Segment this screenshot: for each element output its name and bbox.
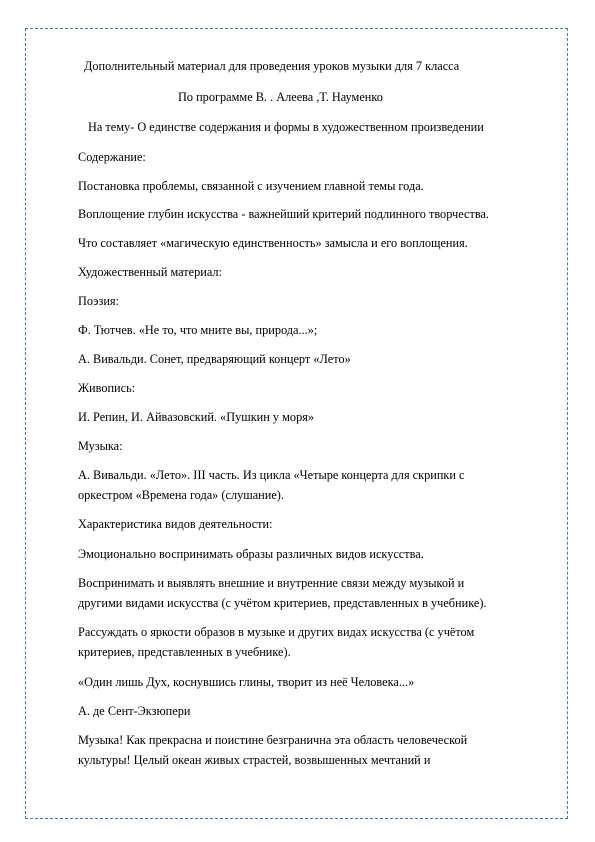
material-heading: Художественный материал:	[78, 265, 222, 279]
painting-item: И. Репин, И. Айвазовский. «Пушкин у моря»	[78, 410, 315, 424]
document-title: Дополнительный материал для проведения уроков музыки для 7 класса	[84, 59, 460, 73]
poetry-heading: Поэзия:	[78, 294, 119, 308]
poetry-item: А. Вивальди. Сонет, предваряющий концерт «Лето»	[78, 352, 351, 366]
activity-heading: Характеристика видов деятельности:	[78, 517, 273, 531]
music-item-line: оркестром «Времена года» (слушание).	[78, 488, 284, 502]
content-item: Что составляет «магическую единственность» замысла и его воплощения.	[78, 236, 468, 250]
painting-heading: Живопись:	[78, 381, 136, 395]
music-heading: Музыка:	[78, 439, 123, 453]
activity-item-line: критериев, представленных в учебнике).	[78, 645, 291, 659]
content-item: Воплощение глубин искусства - важнейший критерий подлинного творчества.	[78, 207, 489, 221]
closing-line: Музыка! Как прекрасна и поистине безгранична эта область человеческой	[78, 733, 468, 747]
content-item: Постановка проблемы, связанной с изучением главной темы года.	[78, 179, 424, 193]
closing-line: культуры! Целый океан живых страстей, возвышенных мечтаний и	[78, 753, 431, 767]
activity-item-line: другими видами искусства (с учётом критериев, представленных в учебнике).	[78, 596, 487, 610]
activity-item-line: Рассуждать о яркости образов в музыке и других видах искусства (с учётом	[78, 625, 475, 639]
poetry-item: Ф. Тютчев. «Не то, что мните вы, природа...»;	[78, 323, 318, 337]
content-heading: Содержание:	[78, 150, 146, 164]
epigraph-quote: «Один лишь Дух, коснувшись глины, творит из неё Человека...»	[78, 675, 415, 689]
activity-item-line: Воспринимать и выявлять внешние и внутренние связи между музыкой и	[78, 576, 465, 590]
epigraph-author: А. де Сент-Экзюпери	[78, 704, 191, 718]
program-line: По программе В. . Алеева ,Т. Науменко	[178, 90, 383, 104]
topic-line: На тему- О единстве содержания и формы в художественном произведении	[88, 120, 484, 134]
music-item-line: А. Вивальди. «Лето». III часть. Из цикла «Четыре концерта для скрипки с	[78, 468, 465, 482]
activity-item: Эмоционально воспринимать образы различных видов искусства.	[78, 547, 424, 561]
